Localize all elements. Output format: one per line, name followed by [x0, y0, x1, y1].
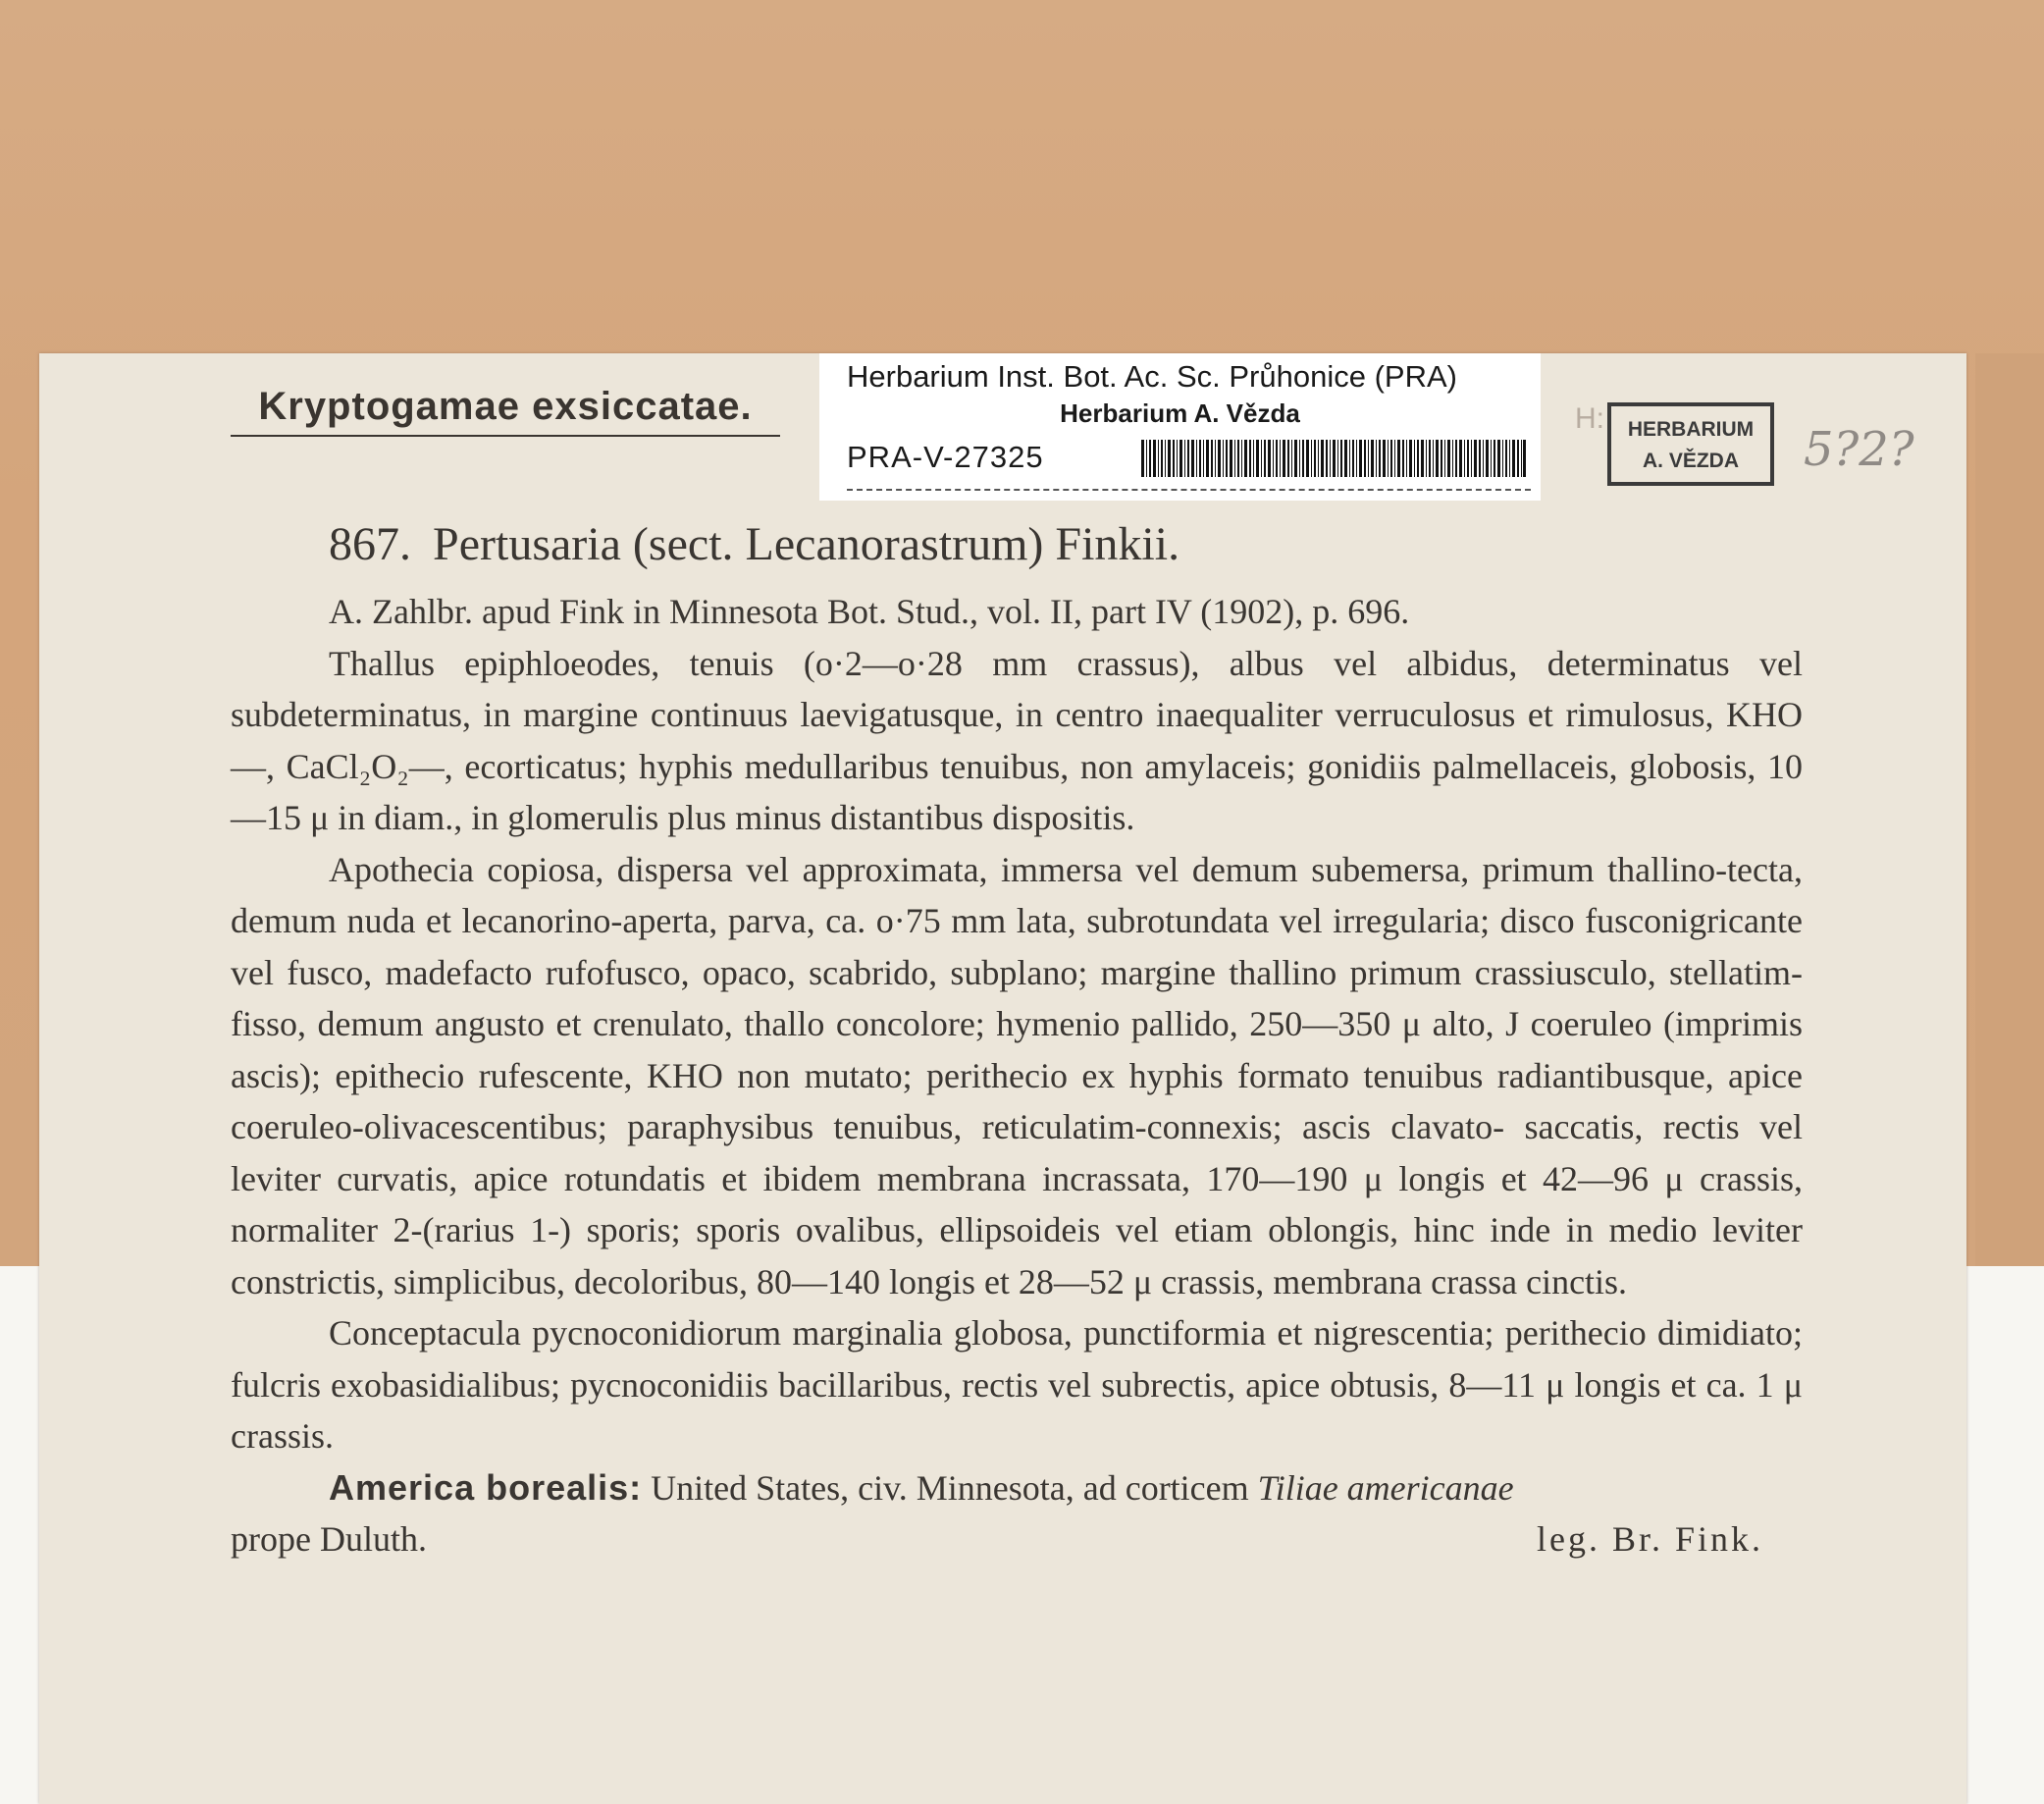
stamp-line-1: HERBARIUM	[1627, 418, 1755, 441]
series-title: Kryptogamae exsiccatae.	[231, 385, 780, 437]
specimen-id: PRA-V-27325	[847, 440, 1044, 474]
citation: A. Zahlbr. apud Fink in Minnesota Bot. Stud., vol. II, part IV (1902), p. 696.	[329, 592, 1410, 631]
barcode-icon	[1141, 440, 1526, 477]
institution-name: Herbarium Inst. Bot. Ac. Sc. Průhonice (PRA)	[847, 359, 1457, 394]
species-heading	[231, 505, 1803, 584]
cut-line	[847, 489, 1531, 491]
herbarium-name: Herbarium A. Vězda	[1060, 398, 1300, 428]
barcode-label	[819, 353, 1541, 501]
thallus-description: Thallus epiphloeodes, tenuis (o·2—o·28 mm crassus), albus vel albidus, determinatus vel subdeterminatus, in margine continuus laevigatusque, in centro inaequaliter verruculosus et rimulosus, KHO—, CaCl₂O₂—, ecorticatus; hyphis medullaribus tenuibus, non amylaceis; gonidiis palmellaceis, globosis, 10—15 μ in diam., in glomerulis plus minus distantibus dispositis.	[231, 643, 1803, 837]
label-text	[231, 505, 1803, 1565]
exsiccata-number: 867.	[329, 518, 411, 570]
locality-text: United States, civ. Minnesota, ad corticem	[651, 1467, 1249, 1508]
apothecia-description: Apothecia copiosa, dispersa vel approximata, immersa vel demum subemersa, primum thallino-tecta, demum nuda et lecanorino-aperta, parva, ca. o·75 mm lata, subrotundata vel irregularia; disco fusconigricante vel fusco, madefacto rufofusco, opaco, scabrido, subplano; margine thallino primum crassiusculo, stellatim-fisso, demum angusto et crenulato, thallo concolore; hymenio pallido, 250—350 μ alto, J coeruleo (imprimis ascis); epithecio rufescente, KHO non mutato; perithecio ex hyphis formato tenuibus radiantibusque, apice coeruleo-olivacescentibus; paraphysibus tenuibus, reticulatim-connexis; ascis clavato- saccatis, rectis vel leviter curvatis, apice rotundatis et ibidem membrana incrassata, 170—190 μ longis et 42—96 μ crassis, normaliter 2-(rarius 1-) sporis; sporis ovalibus, ellipsoideis vel etiam oblongis, hinc inde in medio leviter constrictis, simplicibus, decoloribus, 80—140 longis et 28—52 μ crassis, membrana crassa cinctis.	[231, 849, 1803, 1301]
specimen-label	[39, 353, 1966, 1804]
packet-edge	[1975, 353, 2044, 1266]
locality	[231, 1462, 1803, 1514]
collector: leg. Br. Fink.	[1536, 1519, 1763, 1559]
stamp-line-2: A. VĚZDA	[1642, 450, 1739, 472]
herbarium-stamp	[1607, 402, 1774, 486]
pencil-annotation: 5?2?	[1804, 422, 1914, 477]
stamp-prefix: H:	[1575, 402, 1604, 435]
conceptacula-description: Conceptacula pycnoconidiorum marginalia globosa, punctiformia et nigrescentia; perithecio dimidiato; fulcris exobasidialibus; pycnoconidiis bacillaribus, rectis vel subrectis, apice obtusis, 8—11 μ longis et ca. 1 μ crassis.	[231, 1313, 1803, 1456]
host-species: Tiliae americanae	[1257, 1467, 1514, 1508]
locality-end: prope Duluth.	[231, 1519, 427, 1559]
locality-region: America borealis:	[329, 1466, 643, 1508]
species-name: Pertusaria (sect. Lecanorastrum) Finkii.	[433, 518, 1180, 570]
locality-footer	[231, 1513, 1803, 1565]
